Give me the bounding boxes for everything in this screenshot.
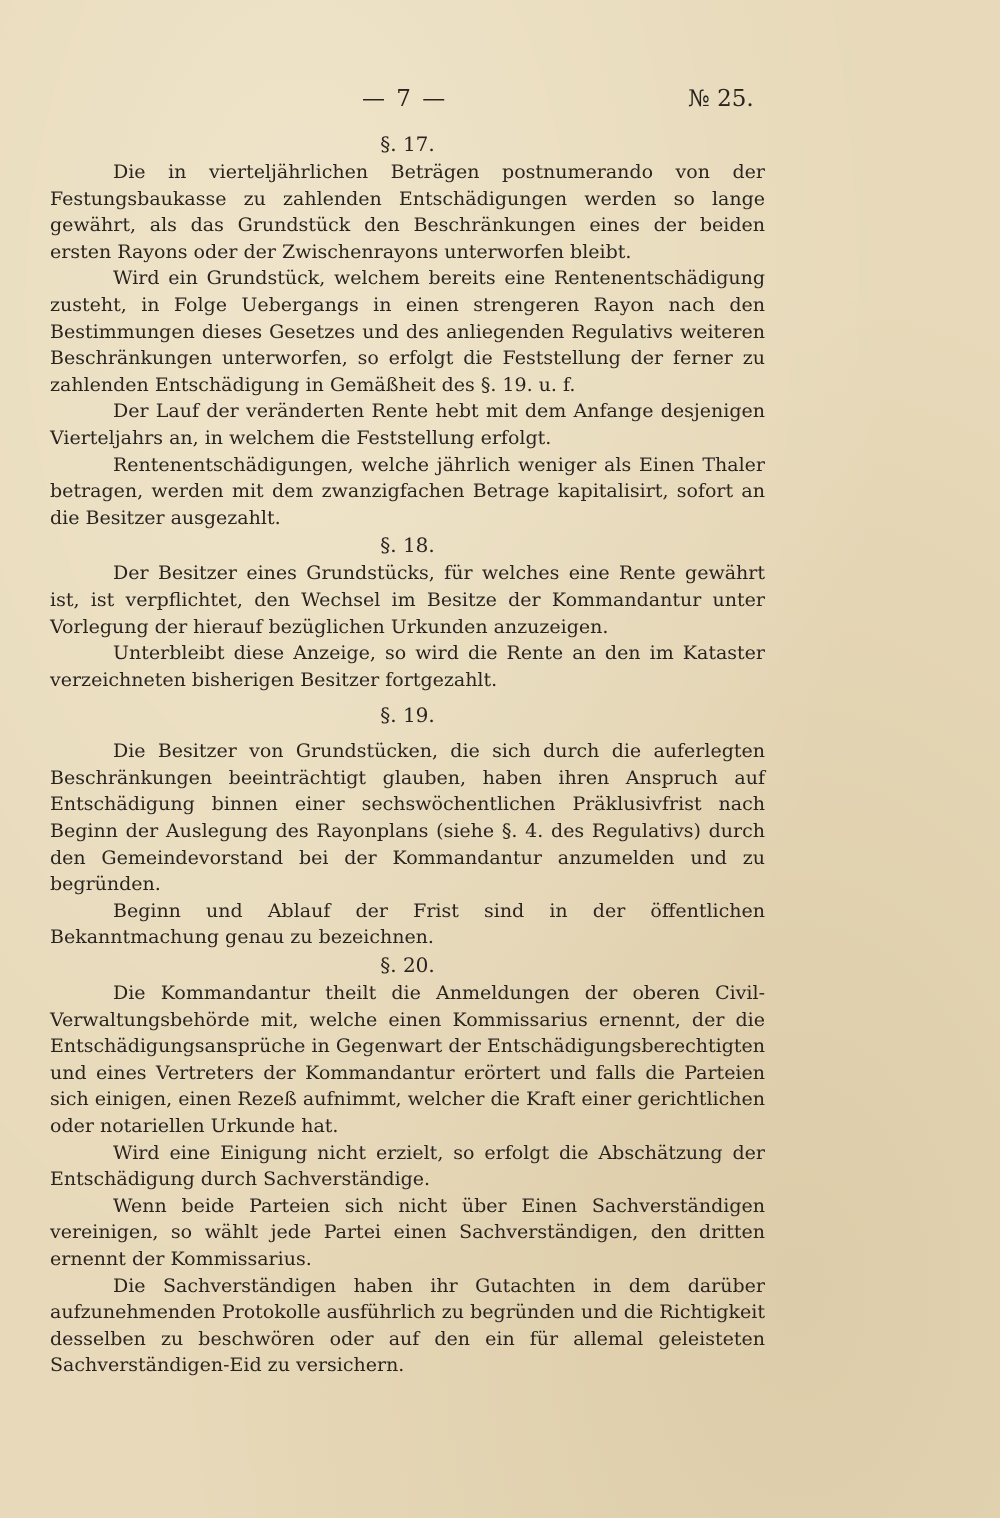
section-heading: §. 20. [380,953,435,978]
paragraph: Rentenentschädigungen, welche jährlich weniger als Einen Thaler betragen, werden mit dem zwanzigfachen Betrage kapitalisirt, sofort an die Besitzer ausgezahlt. [50,453,765,529]
paragraph: Die Kommandantur theilt die Anmeldungen der oberen Civil-Verwaltungsbehörde mit, welche einen Kommissarius ernennt, der die Entschädigungsansprüche in Gegenwart der Entschädigungsberechtigten und eines Vertreters der Kommandantur erörtert und falls die Parteien sich einigen, einen Rezeß aufnimmt, welcher die Kraft einer gerichtlichen oder notariellen Urkunde hat. [50,982,765,1137]
paragraph: Der Lauf der veränderten Rente hebt mit dem Anfange desjenigen Vierteljahrs an, in welchem die Feststellung erfolgt. [50,400,765,449]
document-body [50,130,765,1379]
page-number: — 7 — [362,86,448,112]
document-number: № 25. [688,86,754,112]
section-heading: §. 18. [380,533,435,558]
paragraph: Beginn und Ablauf der Frist sind in der öffentlichen Bekanntmachung genau zu bezeichnen. [50,899,765,949]
section-heading: §. 17. [380,132,435,156]
page-header [0,86,1000,126]
paragraph: Der Besitzer eines Grundstücks, für welches eine Rente gewährt ist, ist verpflichtet, den Wechsel im Besitze der Kommandantur unter Vorlegung der hierauf bezüglichen Urkunden anzuzeigen. [50,562,765,638]
paragraph: Wird eine Einigung nicht erzielt, so erfolgt die Abschätzung der Entschädigung durch Sachverständige. [50,1141,765,1191]
paragraph: Die in vierteljährlichen Beträgen postnumerando von der Festungsbaukasse zu zahlenden Entschädigungen werden so lange gewährt, als das Grundstück den Beschränkungen eines der beiden ersten Rayons oder der Zwischenrayons unterworfen bleibt. [50,161,765,263]
paragraph: Die Sachverständigen haben ihr Gutachten in dem darüber aufzunehmenden Protokolle ausführlich zu begründen und die Richtigkeit desselben zu beschwören oder auf den ein für allemal geleisteten Sachverständigen-Eid zu versichern. [50,1274,765,1377]
paragraph: Unterbleibt diese Anzeige, so wird die Rente an den im Kataster verzeichneten bisherigen Besitzer fortgezahlt. [50,642,765,691]
spacer [50,730,765,738]
section-heading: §. 19. [380,703,435,728]
paragraph: Wenn beide Parteien sich nicht über Einen Sachverständigen vereinigen, so wählt jede Partei einen Sachverständigen, den dritten ernennt der Kommissarius. [50,1194,765,1270]
spacer [50,693,765,701]
paragraph: Wird ein Grundstück, welchem bereits eine Rentenentschädigung zusteht, in Folge Uebergangs in einen strengeren Rayon nach den Bestimmungen dieses Gesetzes und des anliegenden Regulativs weiteren Beschränkungen unterworfen, so erfolgt die Feststellung der ferner zu zahlenden Entschädigung in Gemäßheit des §. 19. u. f. [50,267,765,396]
paragraph: Die Besitzer von Grundstücken, die sich durch die auferlegten Beschränkungen beeinträchtigt glauben, haben ihren Anspruch auf Entschädigung binnen einer sechswöchentlichen Präklusivfrist nach Beginn der Auslegung des Rayonplans (siehe §. 4. des Regulativs) durch den Gemeindevorstand bei der Kommandantur anzumelden und zu begründen. [50,740,765,896]
